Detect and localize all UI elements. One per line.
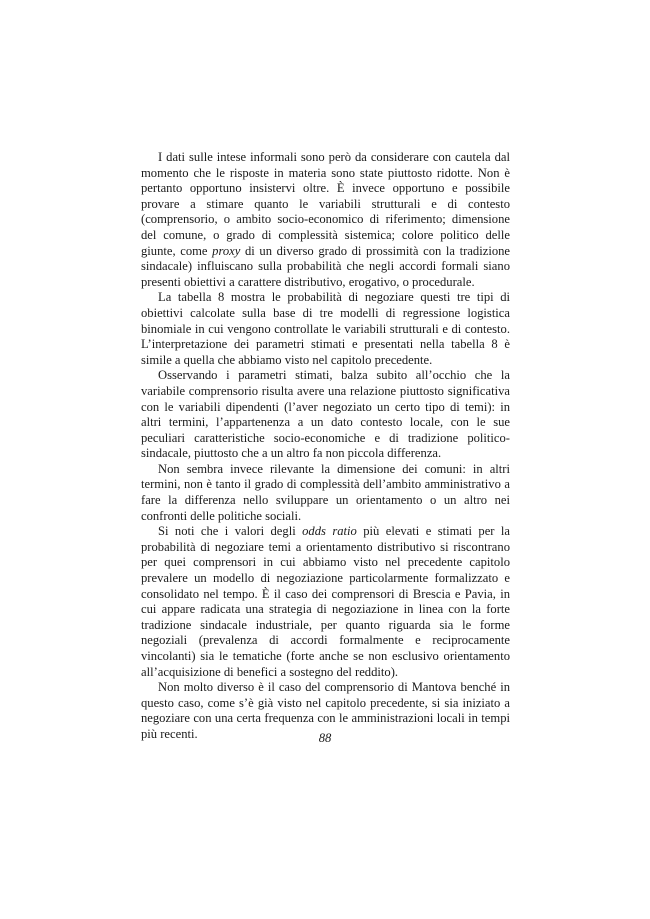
text-segment: Non sembra invece rilevante la dimensione dei comuni: in altri termini, non è tanto il grado di complessità dell’ambito amministrativo a fare la differenza nello sviluppare un orientamento o un altro nei confronti delle politiche sociali. bbox=[141, 461, 510, 523]
text-segment: La tabella 8 mostra le probabilità di negoziare questi tre tipi di obiettivi calcolate sulla base di tre modelli di regressione logistica binomiale in cui vengono controllate le variabili strutturali e di contesto. L’interpretazione dei parametri stimati e presentati nella tabella 8 è simile a quella che abbiamo visto nel capitolo precedente. bbox=[141, 290, 510, 367]
italic-segment: proxy bbox=[212, 243, 241, 258]
text-segment: Osservando i parametri stimati, balza subito all’occhio che la variabile comprensorio risulta avere una relazione piuttosto significativa con le variabili dipendenti (l’aver negoziato un certo tipo di temi): in altri termini, l’appartenenza a un dato contesto locale, con le sue peculiari caratteristiche socio-economiche e di tradizione politico-sindacale, piuttosto che a un altro fa non piccola differenza. bbox=[141, 368, 510, 461]
text-segment: più elevati e stimati per la probabilità di negoziare temi a orientamento distributivo si riscontrano per quei comprensori in cui abbiamo visto nel precedente capitolo prevalere un modello di negoziazione particolarmente formalizzato e consolidato nel tempo. È il caso dei comprensori di Brescia e Pavia, in cui appare radicata una strategia di negoziazione in linea con la forte tradizione sindacale industriale, per quanto riguarda sia le forme negoziali (prevalenza di accordi formalmente e reciprocamente vincolanti) sia le tematiche (forte anche se non esclusivo orientamento all’acquisizione di benefici a sostegno del reddito). bbox=[141, 524, 510, 679]
body-text bbox=[141, 150, 510, 743]
text-segment: Si noti che i valori degli bbox=[158, 524, 303, 539]
paragraph bbox=[141, 150, 510, 290]
paragraph bbox=[141, 290, 510, 368]
italic-segment: odds ratio bbox=[302, 524, 357, 539]
page-number: 88 bbox=[318, 731, 332, 745]
paragraph bbox=[141, 524, 510, 680]
text-segment: I dati sulle intese informali sono però da considerare con cautela dal momento che le risposte in materia sono state piuttosto ridotte. Non è pertanto opportuno insistervi oltre. È invece opportuno e possibile provare a stimare quanto le variabili strutturali e di contesto (comprensorio, o ambito socio-economico di riferimento; dimensione del comune, o grado di complessità sistemica; colore politico delle giunte, come bbox=[141, 150, 510, 258]
text-segment: di un diverso grado di prossimità con la tradizione sindacale) influiscano sulla probabilità che negli accordi formali siano presenti obiettivi a carattere distributivo, erogativo, o procedurale. bbox=[141, 243, 510, 289]
paragraph bbox=[141, 462, 510, 524]
paragraph bbox=[141, 368, 510, 462]
text-segment: Non molto diverso è il caso del comprensorio di Mantova benché in questo caso, come s’è già visto nel capitolo precedente, si sia iniziato a negoziare con una certa frequenza con le amministrazioni locali in tempi più recenti. bbox=[141, 680, 510, 741]
